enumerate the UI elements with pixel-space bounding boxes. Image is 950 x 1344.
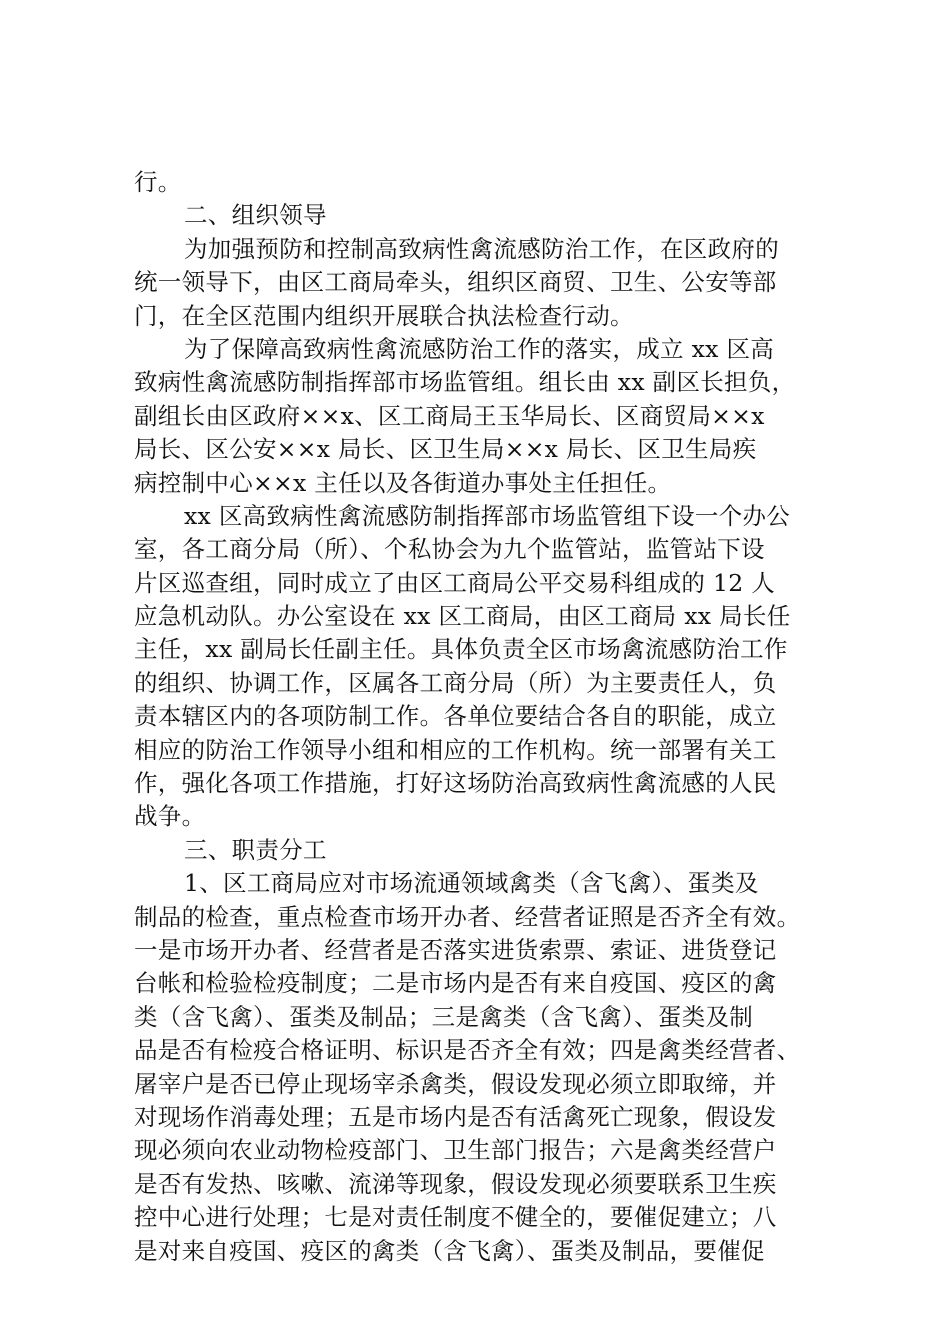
text-line: 责本辖区内的各项防制工作。各单位要结合各自的职能，成立 [134, 702, 777, 731]
text-line: 应急机动队。办公室设在 xx 区工商局，由区工商局 xx 局长任 [134, 602, 791, 631]
text-line: xx 区高致病性禽流感防制指挥部市场监管组下设一个办公 [184, 501, 791, 530]
text-line: 行。 [134, 168, 182, 196]
text-line: 二、组织领导 [184, 201, 327, 230]
text-line: 现必须向农业动物检疫部门、卫生部门报告；六是禽类经营户 [134, 1136, 777, 1165]
text-line: 门，在全区范围内组织开展联合执法检查行动。 [134, 301, 634, 330]
text-line: 室，各工商分局（所）、个私协会为九个监管站，监管站下设 [134, 535, 765, 564]
text-line: 为了保障高致病性禽流感防治工作的落实，成立 xx 区高 [184, 334, 775, 363]
text-line: 控中心进行处理；七是对责任制度不健全的，要催促建立；八 [134, 1203, 777, 1232]
text-line: 台帐和检验检疫制度；二是市场内是否有来自疫国、疫区的禽 [134, 969, 777, 998]
text-line: 三、职责分工 [184, 835, 327, 864]
text-line: 是对来自疫国、疫区的禽类（含飞禽）、蛋类及制品，要催促 [134, 1236, 765, 1265]
text-line: 1、区工商局应对市场流通领域禽类（含飞禽）、蛋类及 [184, 869, 759, 898]
text-line: 统一领导下，由区工商局牵头，组织区商贸、卫生、公安等部 [134, 268, 777, 297]
text-line: 屠宰户是否已停止现场宰杀禽类，假设发现必须立即取缔，并 [134, 1069, 777, 1098]
document-body [134, 166, 834, 1268]
text-line: 品是否有检疫合格证明、标识是否齐全有效；四是禽类经营者、 [134, 1036, 801, 1065]
text-line: 制品的检查，重点检查市场开办者、经营者证照是否齐全有效。 [134, 902, 801, 931]
text-line: 致病性禽流感防制指挥部市场监管组。组长由 xx 副区长担负， [134, 368, 796, 397]
text-line: 片区巡查组，同时成立了由区工商局公平交易科组成的 12 人 [134, 568, 776, 597]
text-line: 是否有发热、咳嗽、流涕等现象，假设发现必须要联系卫生疾 [134, 1169, 777, 1198]
text-line: 为加强预防和控制高致病性禽流感防治工作，在区政府的 [184, 234, 779, 263]
text-line: 的组织、协调工作，区属各工商分局（所）为主要责任人，负 [134, 668, 777, 697]
text-line: 主任，xx 副局长任副主任。具体负责全区市场禽流感防治工作 [134, 635, 788, 664]
text-line: 相应的防治工作领导小组和相应的工作机构。统一部署有关工 [134, 735, 777, 764]
text-line: 对现场作消毒处理；五是市场内是否有活禽死亡现象，假设发 [134, 1102, 777, 1131]
text-line: 类（含飞禽）、蛋类及制品；三是禽类（含飞禽）、蛋类及制 [134, 1002, 754, 1031]
text-line: 一是市场开办者、经营者是否落实进货索票、索证、进货登记 [134, 935, 777, 964]
text-line: 副组长由区政府××x、区工商局王玉华局长、区商贸局××x [134, 401, 765, 430]
text-line: 病控制中心××x 主任以及各街道办事处主任担任。 [134, 468, 672, 497]
text-line: 作，强化各项工作措施，打好这场防治高致病性禽流感的人民 [134, 769, 777, 798]
text-line: 局长、区公安××x 局长、区卫生局××x 局长、区卫生局疾 [134, 435, 757, 464]
text-line: 战争。 [134, 802, 206, 831]
